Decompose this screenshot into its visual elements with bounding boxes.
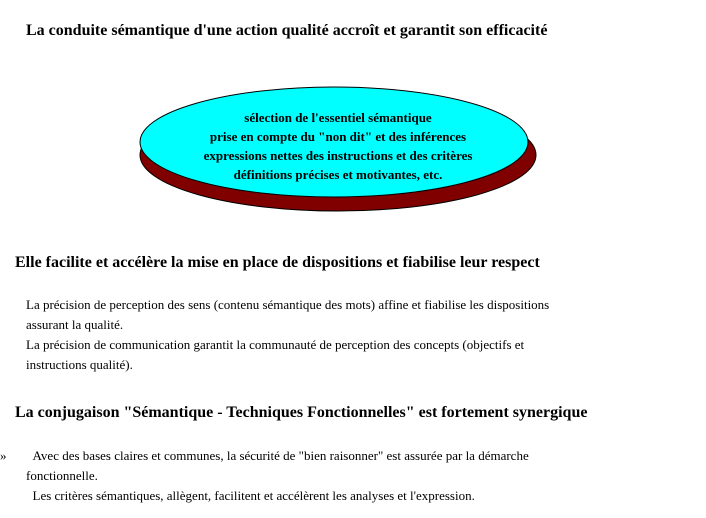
ellipse-diagram: [138, 84, 538, 214]
paragraph-line-text: Les critères sémantiques, allègent, facilitent et accélèrent les analyses et l'expression.: [32, 488, 475, 503]
section-heading-facilite: Elle facilite et accélère la mise en place de dispositions et fiabilise leur respect: [15, 254, 540, 271]
paragraph-line: La précision de communication garantit la communauté de perception des concepts (objectifs et: [26, 337, 525, 352]
section-heading-conjugaison: La conjugaison "Sémantique - Techniques Fonctionnelles" est fortement synergique: [15, 404, 588, 421]
ellipse-text: [138, 108, 538, 184]
bullet-marker: »: [0, 448, 7, 463]
paragraph-line-text: Avec des bases claires et communes, la sécurité de "bien raisonner" est assurée par la démarche: [32, 448, 529, 463]
ellipse-line: définitions précises et motivantes, etc.: [233, 167, 443, 182]
paragraph-line: [26, 446, 529, 466]
ellipse-line: sélection de l'essentiel sémantique: [244, 110, 432, 125]
ellipse-line: expressions nettes des instructions et des critères: [203, 148, 473, 163]
ellipse-line: prise en compte du "non dit" et des inférences: [209, 129, 467, 144]
paragraph-line: instructions qualité).: [26, 357, 133, 372]
paragraph-line: [26, 486, 529, 506]
paragraph-line: fonctionnelle.: [26, 468, 98, 483]
paragraph-line: La précision de perception des sens (contenu sémantique des mots) affine et fiabilise les dispositions: [26, 297, 550, 312]
section-paragraph-precision: [26, 295, 549, 375]
paragraph-line: assurant la qualité.: [26, 317, 124, 332]
page-title: La conduite sémantique d'une action qualité accroît et garantit son efficacité: [26, 22, 548, 39]
section-paragraph-bases: [26, 446, 529, 506]
